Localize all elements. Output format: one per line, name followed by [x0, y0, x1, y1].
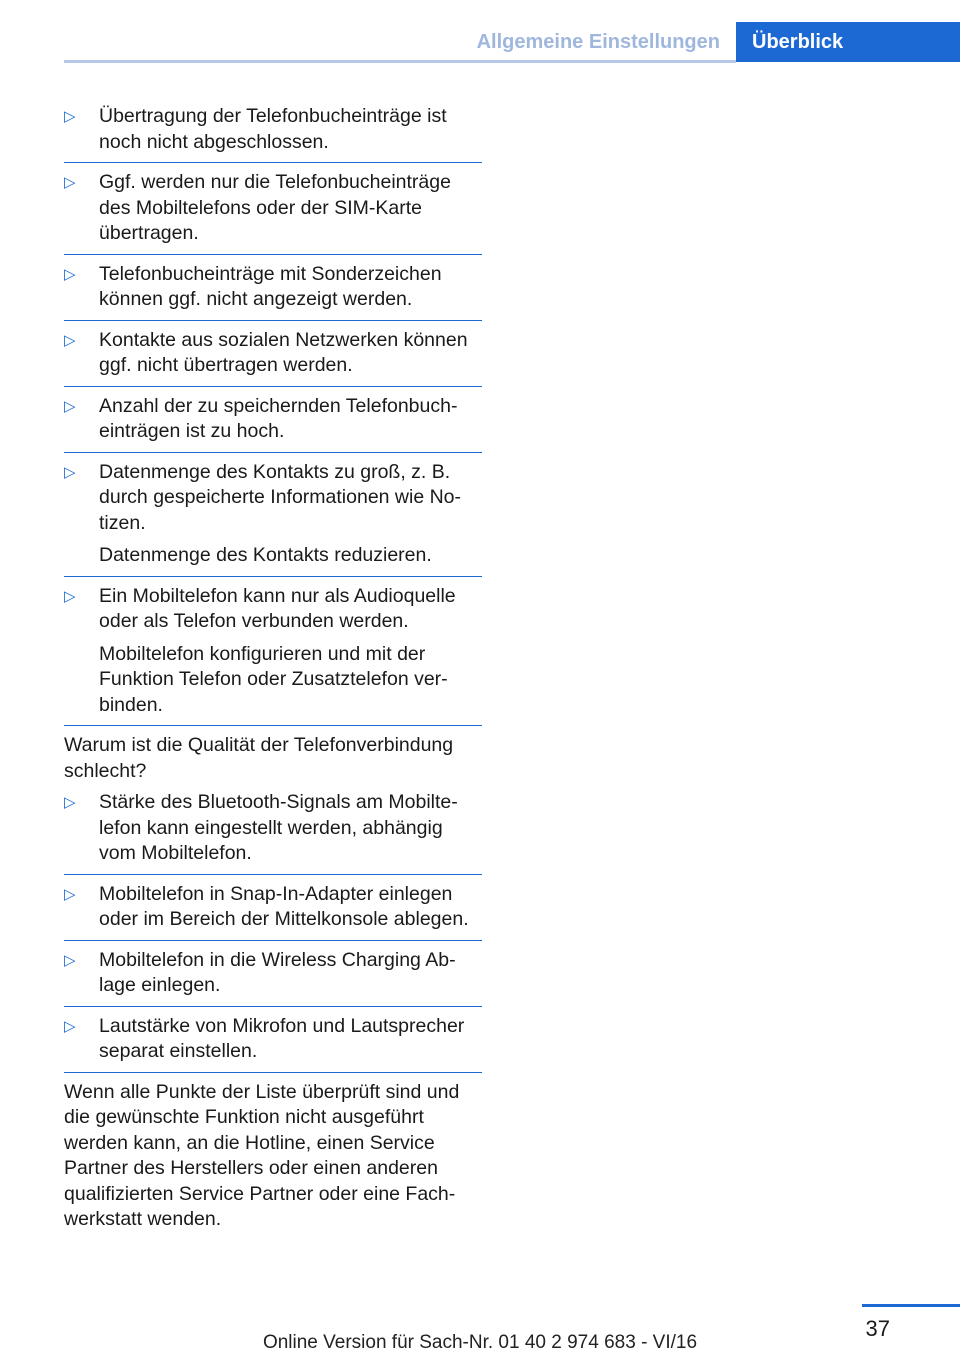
footer-rule	[862, 1304, 960, 1307]
list-item-text: Datenmenge des Kontakts zu groß, z. B. durch gespeicherte Informationen wie No-tizen.	[99, 460, 462, 534]
triangle-bullet-icon: ▷	[64, 951, 76, 969]
list-item-remedy: Mobiltelefon konfigurieren und mit der Funktion Telefon oder Zusatztelefon ver-binden.	[99, 642, 448, 716]
list-item-text: Übertragung der Telefonbucheinträge ist noch nicht abgeschlossen.	[99, 105, 447, 153]
closing-paragraph: Wenn alle Punkte der Liste überprüft sind und die gewünschte Funktion nicht ausgeführt werden kann, an die Hotline, einen Service Partner des Herstellers oder einen anderen qualifizierten Service Partner oder eine Fach-werkstatt wenden.	[64, 1080, 460, 1230]
online-version-note: Online Version für Sach-Nr. 01 40 2 974 683 - VI/16	[262, 1332, 698, 1353]
header-section-title: Allgemeine Einstellungen	[476, 31, 720, 53]
main-content	[64, 104, 482, 1239]
list-item-remedy: Datenmenge des Kontakts reduzieren.	[99, 544, 432, 566]
page-header	[0, 0, 960, 64]
list-item-text: Telefonbucheinträge mit Sonderzeichen können ggf. nicht angezeigt werden.	[99, 262, 442, 310]
header-tab-overview: Überblick	[736, 22, 960, 62]
question-heading: Warum ist die Qualität der Telefonverbindung schlecht?	[64, 734, 454, 782]
list-item	[64, 104, 482, 163]
list-item	[64, 882, 482, 941]
triangle-bullet-icon: ▷	[64, 108, 76, 125]
list-item-text: Mobiltelefon in Snap-In-Adapter einlegen oder im Bereich der Mittelkonsole ablegen.	[99, 882, 469, 930]
list-item	[64, 790, 482, 875]
phonebook-issue-list	[64, 104, 482, 726]
triangle-bullet-icon: ▷	[64, 265, 76, 283]
list-item-text: Ggf. werden nur die Telefonbucheinträge des Mobiltelefons oder der SIM-Karte übertragen.	[99, 171, 451, 244]
triangle-bullet-icon: ▷	[64, 331, 76, 349]
header-rule	[64, 60, 736, 63]
connection-quality-list	[64, 790, 482, 1073]
list-item-text: Kontakte aus sozialen Netzwerken können ggf. nicht übertragen werden.	[99, 328, 468, 376]
triangle-bullet-icon: ▷	[64, 397, 76, 415]
triangle-bullet-icon: ▷	[64, 885, 76, 903]
list-item	[64, 394, 482, 453]
list-item-text: Lautstärke von Mikrofon und Lautsprecher separat einstellen.	[99, 1014, 465, 1062]
list-item-text: Stärke des Bluetooth-Signals am Mobilte-lefon kann eingestellt werden, abhängig vom Mobiltelefon.	[99, 791, 458, 864]
triangle-bullet-icon: ▷	[64, 794, 76, 811]
list-item-text: Mobiltelefon in die Wireless Charging Ab-lage einlegen.	[99, 948, 456, 996]
list-item	[64, 1014, 482, 1073]
list-item-text: Ein Mobiltelefon kann nur als Audioquelle oder als Telefon verbunden werden.	[99, 584, 456, 632]
list-item	[64, 170, 482, 255]
triangle-bullet-icon: ▷	[64, 174, 76, 191]
list-item-text: Anzahl der zu speichernden Telefonbuch-einträgen ist zu hoch.	[99, 394, 458, 442]
list-item	[64, 460, 482, 577]
triangle-bullet-icon: ▷	[64, 463, 76, 481]
list-item	[64, 948, 482, 1007]
triangle-bullet-icon: ▷	[64, 1017, 76, 1035]
list-item	[64, 328, 482, 387]
triangle-bullet-icon: ▷	[64, 587, 76, 605]
list-item	[64, 262, 482, 321]
list-item	[64, 584, 482, 727]
page-number: 37	[865, 1316, 890, 1341]
